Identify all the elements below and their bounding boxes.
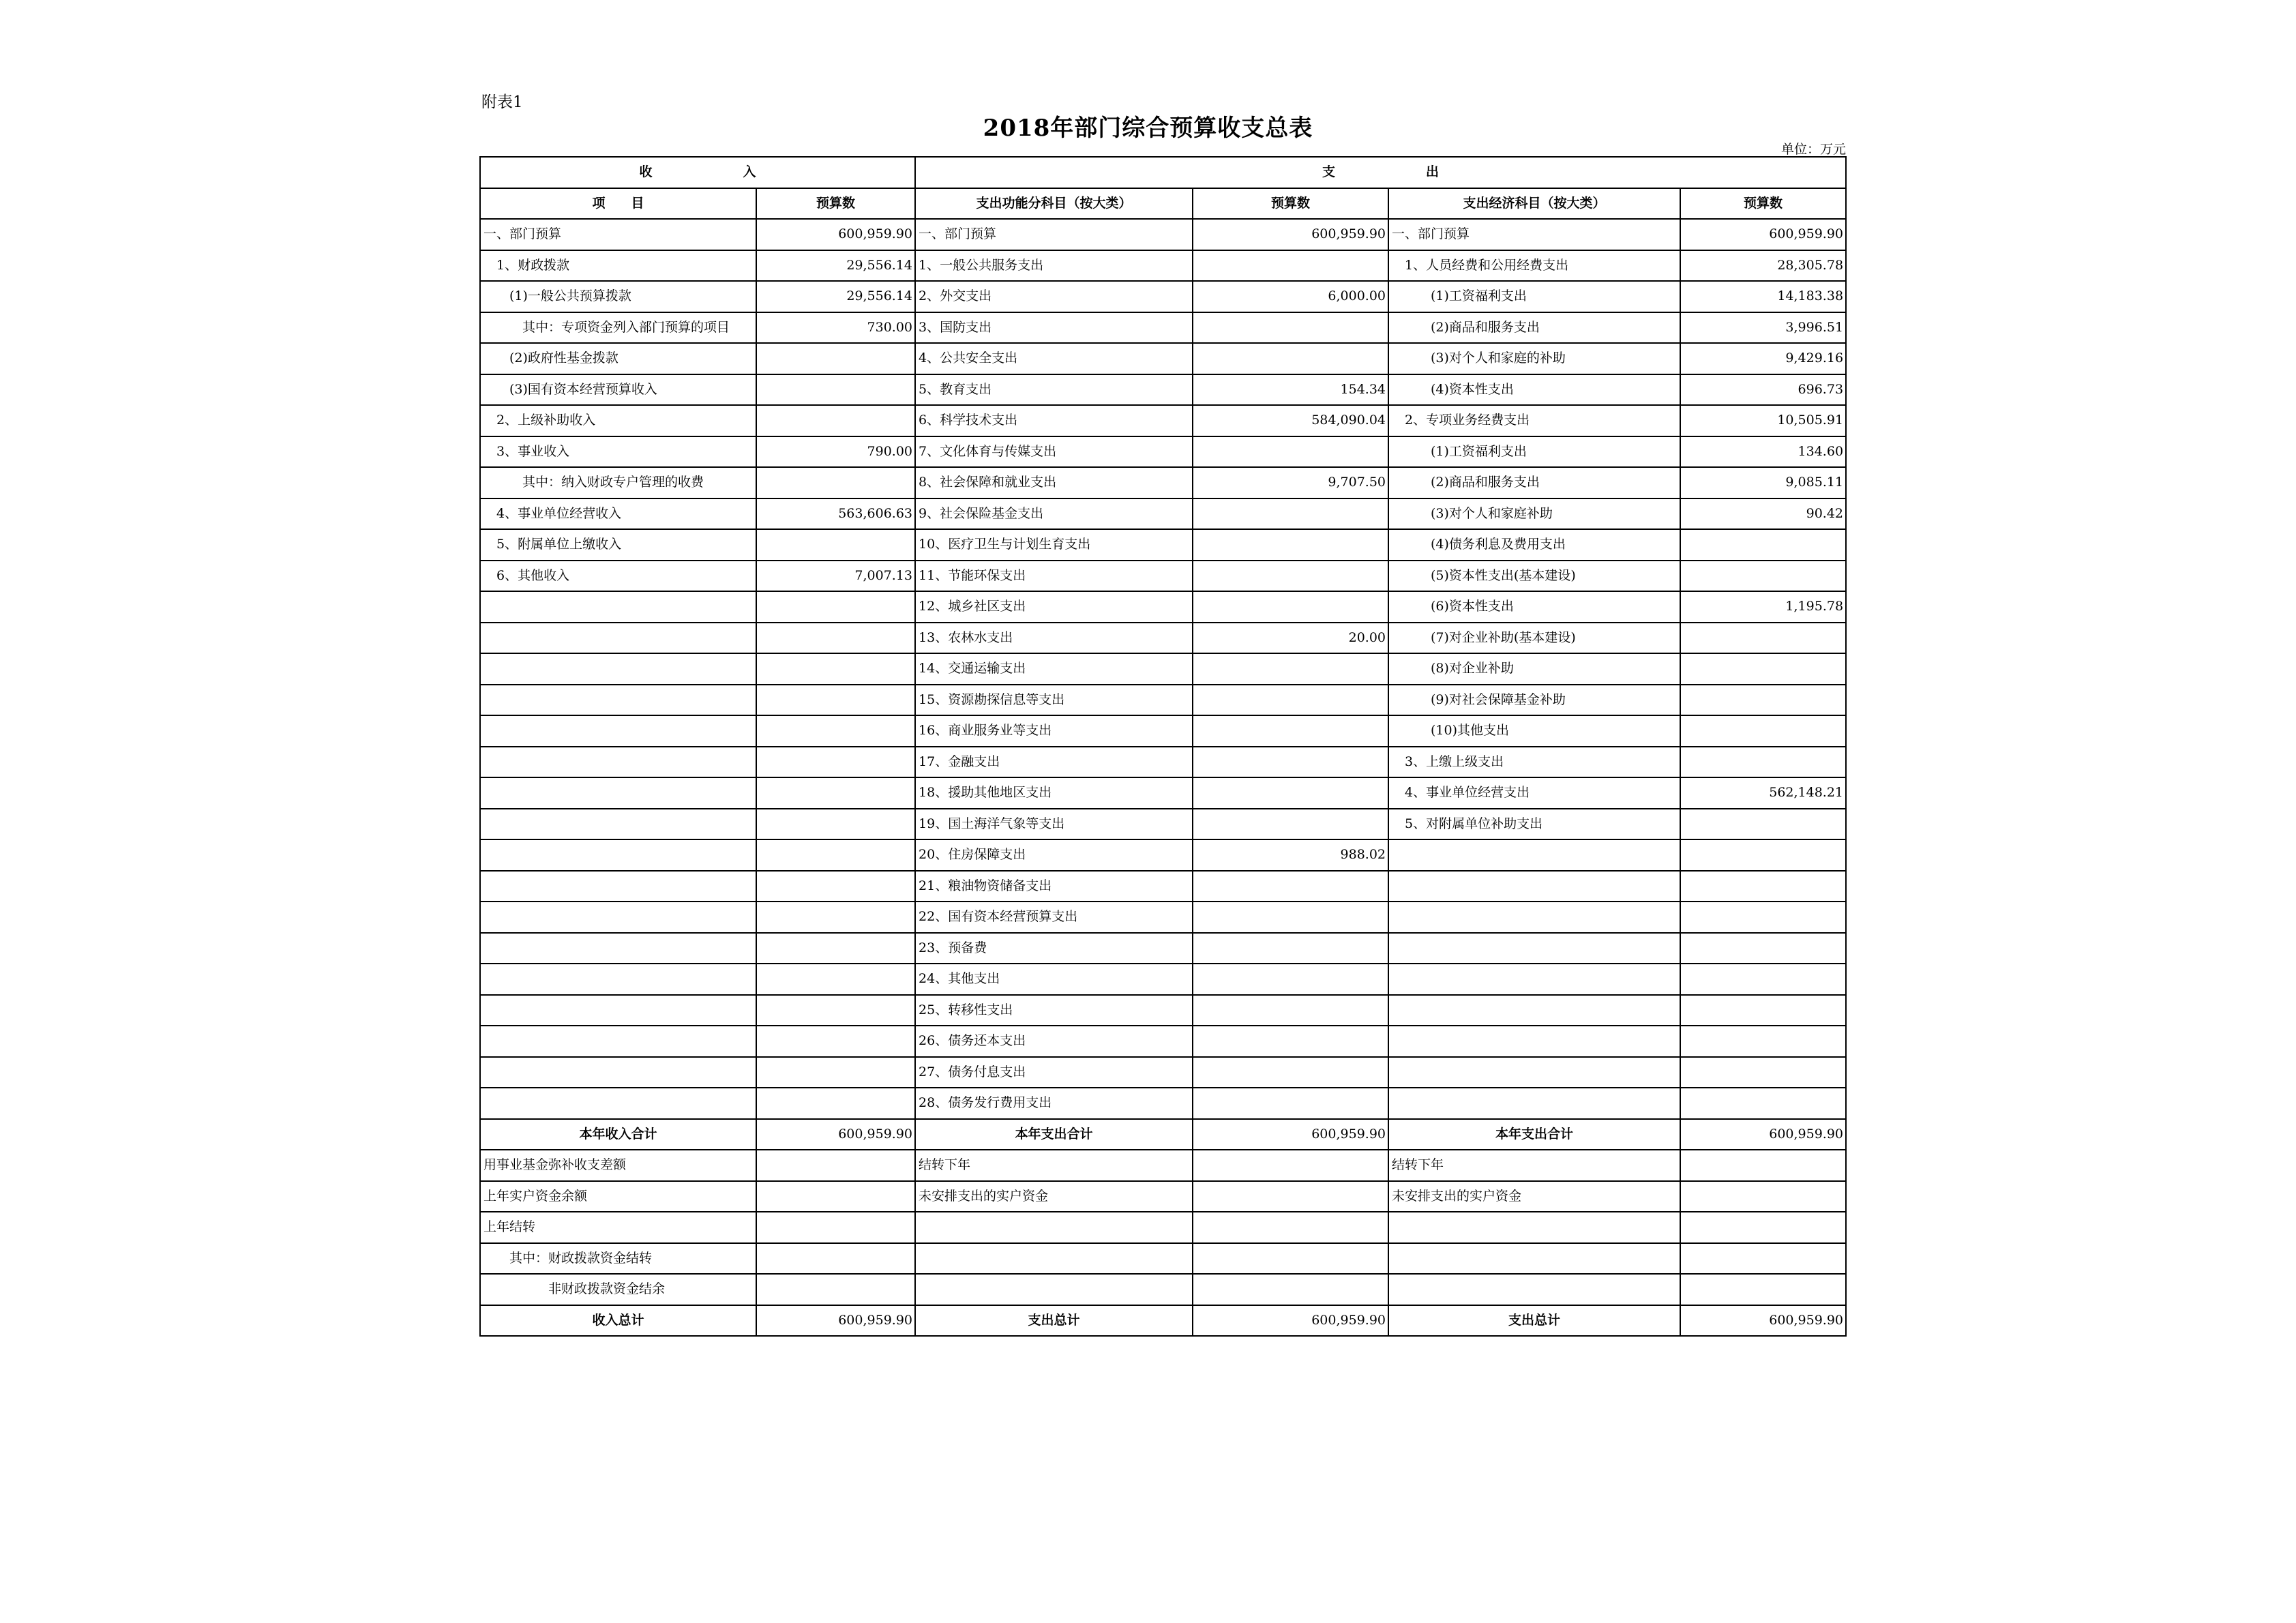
function-item-cell: 20、住房保障支出 [915, 839, 1193, 871]
economic-amount-cell: 14,183.38 [1680, 281, 1846, 312]
income-item-cell [480, 623, 756, 654]
table-row [480, 1243, 1846, 1275]
income-amount-cell [756, 1243, 915, 1275]
table-row [480, 1274, 1846, 1305]
table-row [480, 777, 1846, 809]
income-amount-cell [756, 933, 915, 964]
function-item-cell: 4、公共安全支出 [915, 343, 1193, 374]
income-amount-cell [756, 467, 915, 498]
table-row [480, 653, 1846, 685]
economic-item-cell: 4、事业单位经营支出 [1388, 777, 1680, 809]
economic-item-cell [1388, 902, 1680, 933]
income-amount-cell [756, 653, 915, 685]
economic-amount-cell [1680, 1243, 1846, 1275]
function-item-cell: 结转下年 [915, 1150, 1193, 1181]
income-amount-cell [756, 715, 915, 747]
economic-item-cell: (4)债务利息及费用支出 [1388, 529, 1680, 561]
budget-table-body [480, 157, 1846, 1336]
function-amount-cell: 154.34 [1193, 374, 1388, 406]
table-row [480, 312, 1846, 344]
income-amount-cell [756, 839, 915, 871]
table-row [480, 747, 1846, 778]
function-amount-cell [1193, 653, 1388, 685]
economic-item-cell: (9)对社会保障基金补助 [1388, 685, 1680, 716]
economic-item-cell: (7)对企业补助(基本建设) [1388, 623, 1680, 654]
income-amount-cell [756, 1026, 915, 1057]
function-item-cell: 26、债务还本支出 [915, 1026, 1193, 1057]
function-amount-cell: 600,959.90 [1193, 219, 1388, 250]
income-amount-cell [756, 685, 915, 716]
table-row [480, 933, 1846, 964]
economic-amount-cell: 562,148.21 [1680, 777, 1846, 809]
income-item-cell: 一、部门预算 [480, 219, 756, 250]
economic-item-cell [1388, 1243, 1680, 1275]
table-row [480, 374, 1846, 406]
function-amount-cell: 6,000.00 [1193, 281, 1388, 312]
economic-amount-cell [1680, 623, 1846, 654]
table-row [480, 1212, 1846, 1243]
income-item-cell: 上年实户资金余额 [480, 1181, 756, 1212]
function-item-cell: 14、交通运输支出 [915, 653, 1193, 685]
income-amount-cell [756, 343, 915, 374]
table-row [480, 871, 1846, 902]
economic-item-cell: 结转下年 [1388, 1150, 1680, 1181]
economic-amount-cell [1680, 902, 1846, 933]
income-item-cell [480, 809, 756, 840]
function-item-cell: 9、社会保险基金支出 [915, 498, 1193, 530]
economic-amount-cell [1680, 685, 1846, 716]
table-row [480, 281, 1846, 312]
income-amount-cell: 600,959.90 [756, 219, 915, 250]
economic-amount-cell [1680, 871, 1846, 902]
function-amount-cell [1193, 498, 1388, 530]
economic-amount-cell [1680, 809, 1846, 840]
economic-item-cell [1388, 964, 1680, 995]
table-row [480, 467, 1846, 498]
table-row [480, 964, 1846, 995]
income-amount-cell [756, 374, 915, 406]
economic-amount-cell [1680, 1057, 1846, 1088]
income-item-cell [480, 933, 756, 964]
column-header-economic-amount: 预算数 [1680, 188, 1846, 220]
income-item-cell: 其中：纳入财政专户管理的收费 [480, 467, 756, 498]
economic-item-cell: (3)对个人和家庭的补助 [1388, 343, 1680, 374]
table-row [480, 902, 1846, 933]
economic-amount-cell: 90.42 [1680, 498, 1846, 530]
economic-amount-cell: 3,996.51 [1680, 312, 1846, 344]
economic-amount-cell: 600,959.90 [1680, 1305, 1846, 1337]
income-amount-cell [756, 1212, 915, 1243]
function-item-cell: 未安排支出的实户资金 [915, 1181, 1193, 1212]
table-row [480, 839, 1846, 871]
function-item-cell: 25、转移性支出 [915, 995, 1193, 1026]
function-amount-cell [1193, 561, 1388, 592]
expense-section-header: 支 出 [915, 157, 1846, 188]
function-item-cell: 15、资源勘探信息等支出 [915, 685, 1193, 716]
income-item-cell [480, 1057, 756, 1088]
function-amount-cell [1193, 1181, 1388, 1212]
economic-amount-cell: 134.60 [1680, 436, 1846, 468]
income-item-cell [480, 1088, 756, 1119]
function-amount-cell: 988.02 [1193, 839, 1388, 871]
function-item-cell [915, 1243, 1193, 1275]
economic-item-cell: (1)工资福利支出 [1388, 436, 1680, 468]
table-row [480, 219, 1846, 250]
income-item-cell [480, 1026, 756, 1057]
function-amount-cell [1193, 964, 1388, 995]
function-amount-cell [1193, 747, 1388, 778]
column-header-income-item: 项 目 [480, 188, 756, 220]
table-row [480, 1057, 1846, 1088]
function-amount-cell [1193, 871, 1388, 902]
function-item-cell [915, 1212, 1193, 1243]
economic-item-cell [1388, 1274, 1680, 1305]
function-amount-cell [1193, 250, 1388, 282]
income-amount-cell [756, 1057, 915, 1088]
function-amount-cell: 9,707.50 [1193, 467, 1388, 498]
column-header-economic-item: 支出经济科目（按大类） [1388, 188, 1680, 220]
income-item-cell: 4、事业单位经营收入 [480, 498, 756, 530]
income-item-cell [480, 747, 756, 778]
economic-item-cell [1388, 1057, 1680, 1088]
income-item-cell: 其中：专项资金列入部门预算的项目 [480, 312, 756, 344]
function-amount-cell [1193, 1243, 1388, 1275]
function-amount-cell [1193, 1057, 1388, 1088]
economic-amount-cell [1680, 1088, 1846, 1119]
function-item-cell: 6、科学技术支出 [915, 405, 1193, 436]
function-amount-cell [1193, 591, 1388, 623]
economic-amount-cell: 9,085.11 [1680, 467, 1846, 498]
economic-item-cell [1388, 1212, 1680, 1243]
function-amount-cell [1193, 1212, 1388, 1243]
economic-item-cell: (10)其他支出 [1388, 715, 1680, 747]
economic-amount-cell [1680, 933, 1846, 964]
income-item-cell: 用事业基金弥补收支差额 [480, 1150, 756, 1181]
function-item-cell: 7、文化体育与传媒支出 [915, 436, 1193, 468]
table-row [480, 250, 1846, 282]
income-item-cell: (3)国有资本经营预算收入 [480, 374, 756, 406]
income-amount-cell [756, 995, 915, 1026]
table-row [480, 1088, 1846, 1119]
income-amount-cell: 600,959.90 [756, 1305, 915, 1337]
economic-item-cell: 1、人员经费和公用经费支出 [1388, 250, 1680, 282]
income-item-cell [480, 685, 756, 716]
economic-amount-cell [1680, 1150, 1846, 1181]
function-amount-cell [1193, 902, 1388, 933]
income-item-cell: 6、其他收入 [480, 561, 756, 592]
income-amount-cell [756, 1088, 915, 1119]
economic-item-cell: (3)对个人和家庭补助 [1388, 498, 1680, 530]
income-section-header: 收 入 [480, 157, 915, 188]
income-amount-cell: 29,556.14 [756, 281, 915, 312]
economic-item-cell: (2)商品和服务支出 [1388, 467, 1680, 498]
income-amount-cell [756, 902, 915, 933]
economic-item-cell: (4)资本性支出 [1388, 374, 1680, 406]
function-amount-cell [1193, 343, 1388, 374]
column-header-function-amount: 预算数 [1193, 188, 1388, 220]
total-row [480, 1305, 1846, 1337]
function-amount-cell [1193, 1088, 1388, 1119]
income-item-cell [480, 653, 756, 685]
function-amount-cell [1193, 1274, 1388, 1305]
income-amount-cell [756, 809, 915, 840]
income-amount-cell: 7,007.13 [756, 561, 915, 592]
economic-item-cell [1388, 933, 1680, 964]
income-amount-cell [756, 529, 915, 561]
economic-item-cell: 本年支出合计 [1388, 1119, 1680, 1150]
economic-amount-cell [1680, 1181, 1846, 1212]
income-amount-cell: 600,959.90 [756, 1119, 915, 1150]
table-row [480, 591, 1846, 623]
income-amount-cell: 790.00 [756, 436, 915, 468]
income-amount-cell [756, 777, 915, 809]
income-item-cell [480, 995, 756, 1026]
income-item-cell: 3、事业收入 [480, 436, 756, 468]
table-row [480, 809, 1846, 840]
table-row [480, 498, 1846, 530]
income-amount-cell: 29,556.14 [756, 250, 915, 282]
function-amount-cell [1193, 715, 1388, 747]
income-amount-cell: 563,606.63 [756, 498, 915, 530]
attachment-label: 附表1 [481, 93, 523, 111]
economic-amount-cell: 600,959.90 [1680, 219, 1846, 250]
income-amount-cell [756, 1150, 915, 1181]
function-amount-cell: 584,090.04 [1193, 405, 1388, 436]
economic-item-cell [1388, 1026, 1680, 1057]
function-item-cell: 11、节能环保支出 [915, 561, 1193, 592]
income-item-cell: (1)一般公共预算拨款 [480, 281, 756, 312]
income-item-cell [480, 777, 756, 809]
table-row [480, 529, 1846, 561]
income-item-cell [480, 902, 756, 933]
function-amount-cell [1193, 685, 1388, 716]
table-row [480, 715, 1846, 747]
function-item-cell: 1、一般公共服务支出 [915, 250, 1193, 282]
function-item-cell: 2、外交支出 [915, 281, 1193, 312]
income-amount-cell [756, 871, 915, 902]
economic-item-cell: (5)资本性支出(基本建设) [1388, 561, 1680, 592]
function-item-cell: 一、部门预算 [915, 219, 1193, 250]
economic-item-cell: (2)商品和服务支出 [1388, 312, 1680, 344]
budget-table [479, 156, 1847, 1337]
income-amount-cell [756, 1181, 915, 1212]
economic-amount-cell [1680, 1274, 1846, 1305]
income-item-cell: 2、上级补助收入 [480, 405, 756, 436]
page-title: 2018年部门综合预算收支总表 [983, 115, 1313, 142]
income-amount-cell [756, 1274, 915, 1305]
table-row [480, 685, 1846, 716]
function-amount-cell [1193, 529, 1388, 561]
section-header-row [480, 157, 1846, 188]
income-item-cell: (2)政府性基金拨款 [480, 343, 756, 374]
income-item-cell [480, 871, 756, 902]
table-row [480, 436, 1846, 468]
income-amount-cell [756, 405, 915, 436]
income-amount-cell [756, 591, 915, 623]
function-item-cell: 23、预备费 [915, 933, 1193, 964]
economic-amount-cell: 600,959.90 [1680, 1119, 1846, 1150]
function-item-cell: 16、商业服务业等支出 [915, 715, 1193, 747]
subtotal-row [480, 1119, 1846, 1150]
income-amount-cell [756, 964, 915, 995]
economic-amount-cell [1680, 1212, 1846, 1243]
economic-item-cell: (1)工资福利支出 [1388, 281, 1680, 312]
column-header-income-amount: 预算数 [756, 188, 915, 220]
economic-amount-cell: 696.73 [1680, 374, 1846, 406]
column-header-function-item: 支出功能分科目（按大类） [915, 188, 1193, 220]
function-item-cell: 支出总计 [915, 1305, 1193, 1337]
function-amount-cell [1193, 995, 1388, 1026]
function-item-cell: 3、国防支出 [915, 312, 1193, 344]
column-header-row [480, 188, 1846, 220]
economic-item-cell: 2、专项业务经费支出 [1388, 405, 1680, 436]
economic-amount-cell: 10,505.91 [1680, 405, 1846, 436]
function-amount-cell [1193, 933, 1388, 964]
economic-item-cell [1388, 871, 1680, 902]
table-row [480, 995, 1846, 1026]
income-amount-cell [756, 747, 915, 778]
economic-amount-cell: 28,305.78 [1680, 250, 1846, 282]
function-item-cell: 8、社会保障和就业支出 [915, 467, 1193, 498]
income-item-cell: 5、附属单位上缴收入 [480, 529, 756, 561]
economic-amount-cell [1680, 529, 1846, 561]
function-item-cell: 本年支出合计 [915, 1119, 1193, 1150]
income-item-cell [480, 839, 756, 871]
function-item-cell: 19、国土海洋气象等支出 [915, 809, 1193, 840]
function-amount-cell: 20.00 [1193, 623, 1388, 654]
economic-amount-cell: 1,195.78 [1680, 591, 1846, 623]
economic-amount-cell [1680, 1026, 1846, 1057]
table-row [480, 405, 1846, 436]
table-row [480, 561, 1846, 592]
income-item-cell: 其中：财政拨款资金结转 [480, 1243, 756, 1275]
income-item-cell: 本年收入合计 [480, 1119, 756, 1150]
function-amount-cell [1193, 777, 1388, 809]
income-item-cell [480, 591, 756, 623]
table-row [480, 1181, 1846, 1212]
function-amount-cell [1193, 809, 1388, 840]
economic-item-cell: 3、上缴上级支出 [1388, 747, 1680, 778]
function-item-cell: 22、国有资本经营预算支出 [915, 902, 1193, 933]
table-row [480, 343, 1846, 374]
function-item-cell: 18、援助其他地区支出 [915, 777, 1193, 809]
economic-amount-cell: 9,429.16 [1680, 343, 1846, 374]
income-item-cell [480, 964, 756, 995]
table-row [480, 623, 1846, 654]
economic-amount-cell [1680, 839, 1846, 871]
economic-amount-cell [1680, 653, 1846, 685]
economic-amount-cell [1680, 747, 1846, 778]
income-item-cell: 非财政拨款资金结余 [480, 1274, 756, 1305]
function-amount-cell [1193, 312, 1388, 344]
function-item-cell [915, 1274, 1193, 1305]
income-amount-cell [756, 623, 915, 654]
function-amount-cell: 600,959.90 [1193, 1305, 1388, 1337]
income-amount-cell: 730.00 [756, 312, 915, 344]
economic-amount-cell [1680, 715, 1846, 747]
function-amount-cell [1193, 1150, 1388, 1181]
function-amount-cell [1193, 436, 1388, 468]
function-item-cell: 5、教育支出 [915, 374, 1193, 406]
economic-item-cell: 未安排支出的实户资金 [1388, 1181, 1680, 1212]
table-row [480, 1150, 1846, 1181]
economic-item-cell: (8)对企业补助 [1388, 653, 1680, 685]
economic-amount-cell [1680, 995, 1846, 1026]
income-item-cell: 收入总计 [480, 1305, 756, 1337]
economic-item-cell [1388, 839, 1680, 871]
economic-item-cell: 一、部门预算 [1388, 219, 1680, 250]
economic-item-cell [1388, 995, 1680, 1026]
function-item-cell: 21、粮油物资储备支出 [915, 871, 1193, 902]
economic-item-cell: 支出总计 [1388, 1305, 1680, 1337]
function-item-cell: 12、城乡社区支出 [915, 591, 1193, 623]
function-amount-cell: 600,959.90 [1193, 1119, 1388, 1150]
economic-amount-cell [1680, 561, 1846, 592]
function-item-cell: 27、债务付息支出 [915, 1057, 1193, 1088]
function-item-cell: 24、其他支出 [915, 964, 1193, 995]
income-item-cell: 1、财政拨款 [480, 250, 756, 282]
function-item-cell: 13、农林水支出 [915, 623, 1193, 654]
economic-item-cell: 5、对附属单位补助支出 [1388, 809, 1680, 840]
function-item-cell: 28、债务发行费用支出 [915, 1088, 1193, 1119]
function-item-cell: 10、医疗卫生与计划生育支出 [915, 529, 1193, 561]
unit-label: 单位：万元 [1780, 142, 1846, 157]
function-amount-cell [1193, 1026, 1388, 1057]
economic-item-cell [1388, 1088, 1680, 1119]
income-item-cell [480, 715, 756, 747]
economic-amount-cell [1680, 964, 1846, 995]
function-item-cell: 17、金融支出 [915, 747, 1193, 778]
table-row [480, 1026, 1846, 1057]
income-item-cell: 上年结转 [480, 1212, 756, 1243]
economic-item-cell: (6)资本性支出 [1388, 591, 1680, 623]
